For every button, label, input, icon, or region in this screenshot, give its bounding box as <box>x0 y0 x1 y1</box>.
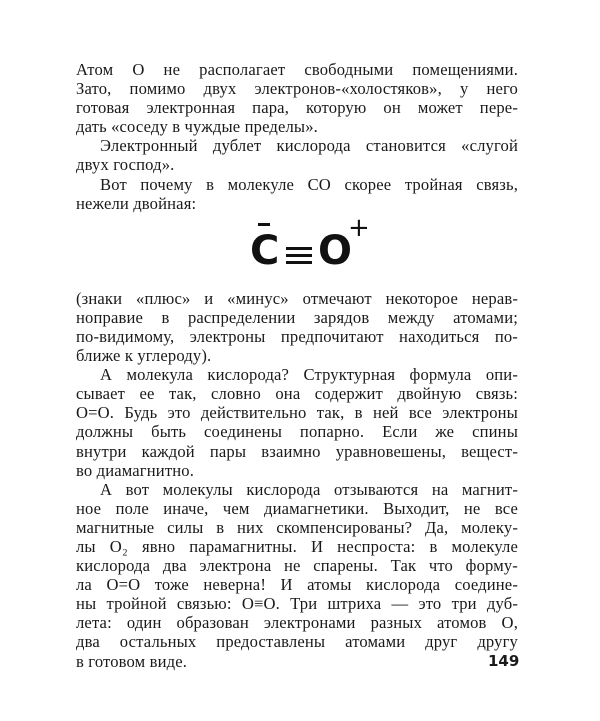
paragraph-5 <box>76 365 518 480</box>
text-line: должны быть соединены попарно. Если же спины <box>76 422 518 442</box>
carbon-atom: C <box>250 227 280 274</box>
text-line: Зато, помимо двух электронов-«холостяков», у него <box>76 79 518 99</box>
text-line: два остальных предоставлены атомами друг другу <box>76 632 518 652</box>
paragraph-2 <box>76 136 518 174</box>
text-line: по-видимому, электроны предпочитают находиться по- <box>76 326 518 346</box>
text-line: магнитные силы в них скомпенсированы? Да, молеку- <box>76 517 518 537</box>
plus-charge-mark: + <box>348 212 370 243</box>
text-line: лета: один образован электронами разных атомов О, <box>76 613 518 633</box>
text-line: ное поле иначе, чем диамагнетики. Выходит, не все <box>76 498 518 518</box>
text-line: сывает ее так, словно она содержит двойную связь: <box>76 384 518 404</box>
paragraph-6 <box>76 480 518 671</box>
text-line: дать «соседу в чуждые пределы». <box>76 117 318 137</box>
text-line: А молекула кислорода? Структурная формула опи- <box>100 365 518 385</box>
minus-charge-mark <box>258 223 270 226</box>
paragraph-3 <box>76 175 518 213</box>
paragraph-4 <box>76 289 518 365</box>
text-line: А вот молекулы кислорода отзываются на магнит- <box>100 479 518 499</box>
text-line: готовая электронная пара, которую он может пере- <box>76 98 518 118</box>
text-line: нежели двойная: <box>76 193 197 213</box>
paragraph-1 <box>76 60 518 136</box>
text-line: Электронный дублет кислорода становится «слугой <box>100 136 518 156</box>
text-line: Вот почему в молекуле СО скорее тройная связь, <box>100 174 518 194</box>
text-line: О=О. Будь это действительно так, в ней все электроны <box>76 403 518 423</box>
oxygen-atom: O <box>318 227 353 274</box>
triple-bond-icon <box>286 247 312 268</box>
text-line: ноправие в распределении зарядов между атомами; <box>76 307 518 327</box>
page-number: 149 <box>488 652 520 670</box>
co-formula <box>76 213 518 289</box>
text-line: во диамагнитно. <box>76 460 195 480</box>
co-triple-bond-formula <box>248 212 370 279</box>
text-line: Атом О не располагает свободными помещениями. <box>76 60 518 79</box>
text-line: кислорода два электрона не спарены. Так что форму- <box>76 556 518 576</box>
text-line: ла О=О тоже неверна! И атомы кислорода соедине- <box>76 575 518 595</box>
text-line: двух господ». <box>76 155 175 175</box>
text-line: (знаки «плюс» и «минус» отмечают некоторое нерав- <box>76 288 518 308</box>
text-line: в готовом виде. <box>76 651 188 671</box>
page-body <box>76 60 518 671</box>
text-line: внутри каждой пары взаимно уравновешены, вещест- <box>76 441 518 461</box>
text-line: ближе к углероду). <box>76 346 212 366</box>
text-line: лы O₂ явно парамагнитны. И неспроста: в молекуле <box>76 536 518 556</box>
text-line: ны тройной связью: О≡О. Три штриха — это три дуб- <box>76 594 518 614</box>
